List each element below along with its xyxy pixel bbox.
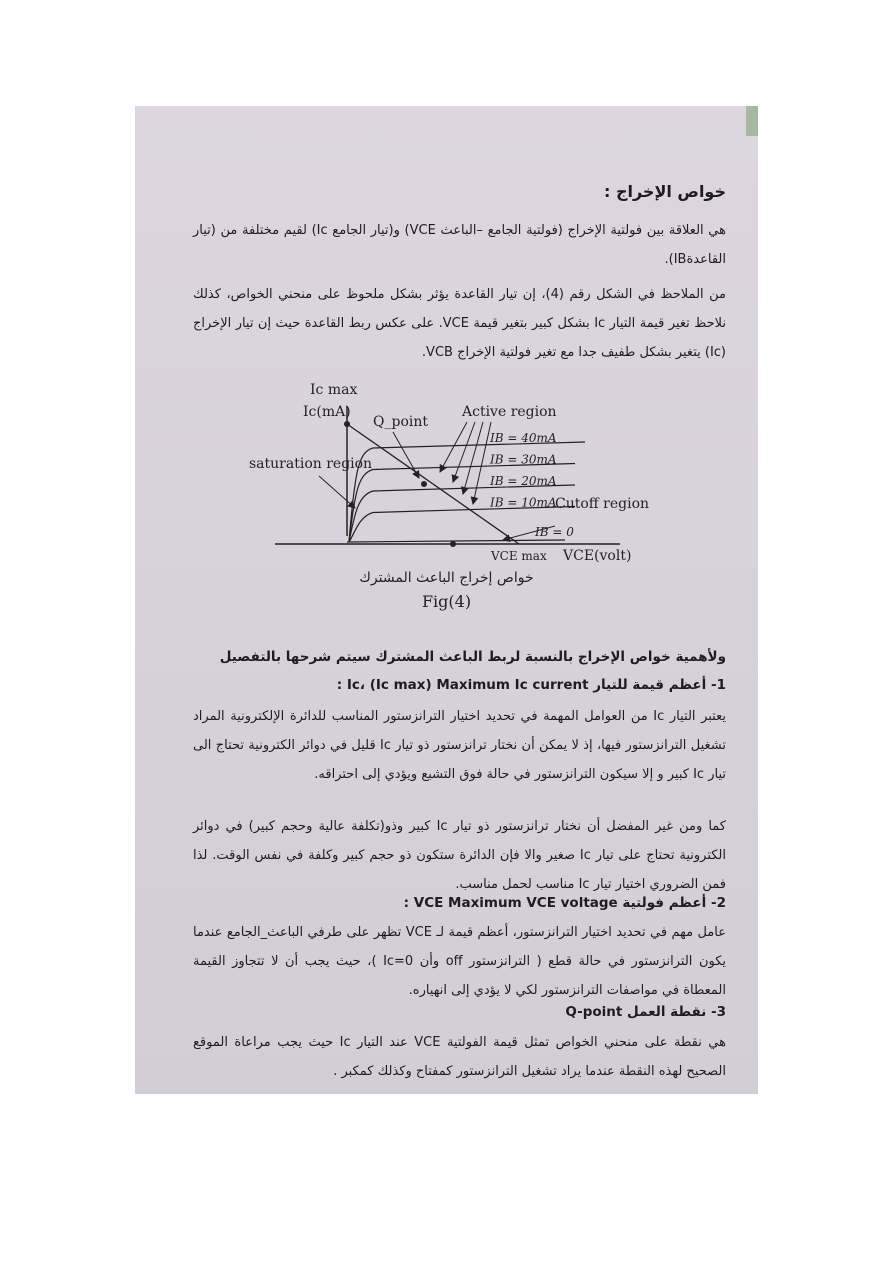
- importance-heading: ولأهمية خواص الإخراج بالنسبة لربط الباعث المشترك سيتم شرحها بالتفصيل: [219, 649, 726, 665]
- q-point-label: Q_point: [373, 414, 428, 430]
- active-region-arrows: [440, 422, 491, 504]
- x-max-label: VCE max: [491, 549, 547, 563]
- item-3-heading: 3- نقطة العمل Q-point: [565, 1004, 726, 1020]
- item-1-paragraph-2: كما ومن غير المفضل أن نختار ترانزستور ذو تيار Ic كبير وذو(تكلفة عالية وحجم كبير) في دوائر الكترونية تحتاج على تيار Ic صغير والا فإن الدائرة ستكون ذو حجم كبير وكلفة في نفس الوقت. لذا فمن الضروري اختيار تيار Ic مناسب لحمل مناسب.: [193, 819, 726, 892]
- intro-paragraph-1: هي العلاقة بين فولتية الإخراج (فولتية الجامع –الباعث VCE) و(تيار الجامع Ic) لقيم مختلفة من (تيار القاعدةIB).: [193, 223, 726, 267]
- ib-curve-0: [347, 540, 565, 542]
- ib-label-0: IB = 0: [535, 525, 574, 539]
- saturation-arrow: [319, 476, 355, 508]
- document-page: [135, 106, 758, 1094]
- x-axis-label: VCE(volt): [563, 548, 632, 564]
- y-axis-label: Ic(mA): [303, 404, 351, 420]
- q-point-marker: [421, 481, 427, 487]
- background-edge: [746, 106, 758, 136]
- cutoff-region-label: Cutoff region: [555, 496, 650, 512]
- item-2-heading: 2- أعظم فولتية VCE Maximum VCE voltage :: [403, 895, 726, 911]
- section-title: خواص الإخراج :: [603, 182, 726, 201]
- item-1-paragraph-1: يعتبر التيار Ic من العوامل المهمة في تحديد اختيار الترانزستور المناسب للدائرة الإلكترونية المراد تشغيل الترانزستور فيها، إذ لا يمكن أن نختار ترانزستور ذو تيار Ic قليل في دوائر الكترونية تحتاج الى تيار Ic كبير و إلا سيكون الترانزستور في حالة فوق التشبع ويؤدي إلى احتراقه.: [193, 709, 726, 782]
- active-region-label: Active region: [462, 404, 557, 420]
- item-1-heading: 1- أعظم قيمة للتيار Ic، (Ic max) Maximum Ic current :: [336, 677, 726, 693]
- item-3-paragraph: هي نقطة على منحني الخواص تمثل قيمة الفولتية VCE عند التيار Ic حيث يجب مراعاة الموقع الصحيح لهذه النقطة عندما يراد تشغيل الترانزستور كمفتاح وكذلك كمكبر .: [193, 1035, 726, 1079]
- ib-label-40: IB = 40mA: [490, 431, 557, 445]
- q-point-arrow: [393, 432, 419, 478]
- ib-label-10: IB = 10mA: [490, 495, 557, 510]
- item-2-paragraph: عامل مهم في تحديد اختيار الترانزستور، أعظم قيمة لـ VCE تظهر على طرفي الباعث_الجامع عندما يكون الترانزستور في حالة قطع ( الترانزستور off وأن Ic=0 )، حيث يجب أن لا تتجاوز القيمة المعطاة في مواصفات الترانزستور لكي لا يؤدي إلى انهياره.: [193, 925, 727, 998]
- y-intercept-point: [344, 421, 350, 427]
- figure-caption: Fig(4): [421, 592, 472, 611]
- saturation-region-label: saturation region: [249, 456, 373, 472]
- intro-paragraph-2: من الملاحظ في الشكل رقم (4)، إن تيار القاعدة يؤثر بشكل ملحوظ على منحني الخواص، كذلك نلاحظ تغير قيمة التيار Ic بشكل كبير بتغير قيمة VCE. على عكس ربط القاعدة حيث إن تيار الإخراج (Ic) يتغير بشكل طفيف جدا مع تغير فولتية الإخراج VCB.: [193, 287, 727, 360]
- y-max-label: Ic max: [310, 382, 358, 398]
- figure-caption-arabic: خواص إخراج الباعث المشترك: [359, 570, 534, 586]
- ib-label-20: IB = 20mA: [490, 474, 557, 488]
- cutoff-point: [450, 541, 456, 547]
- ib-label-30: IB = 30mA: [490, 452, 557, 467]
